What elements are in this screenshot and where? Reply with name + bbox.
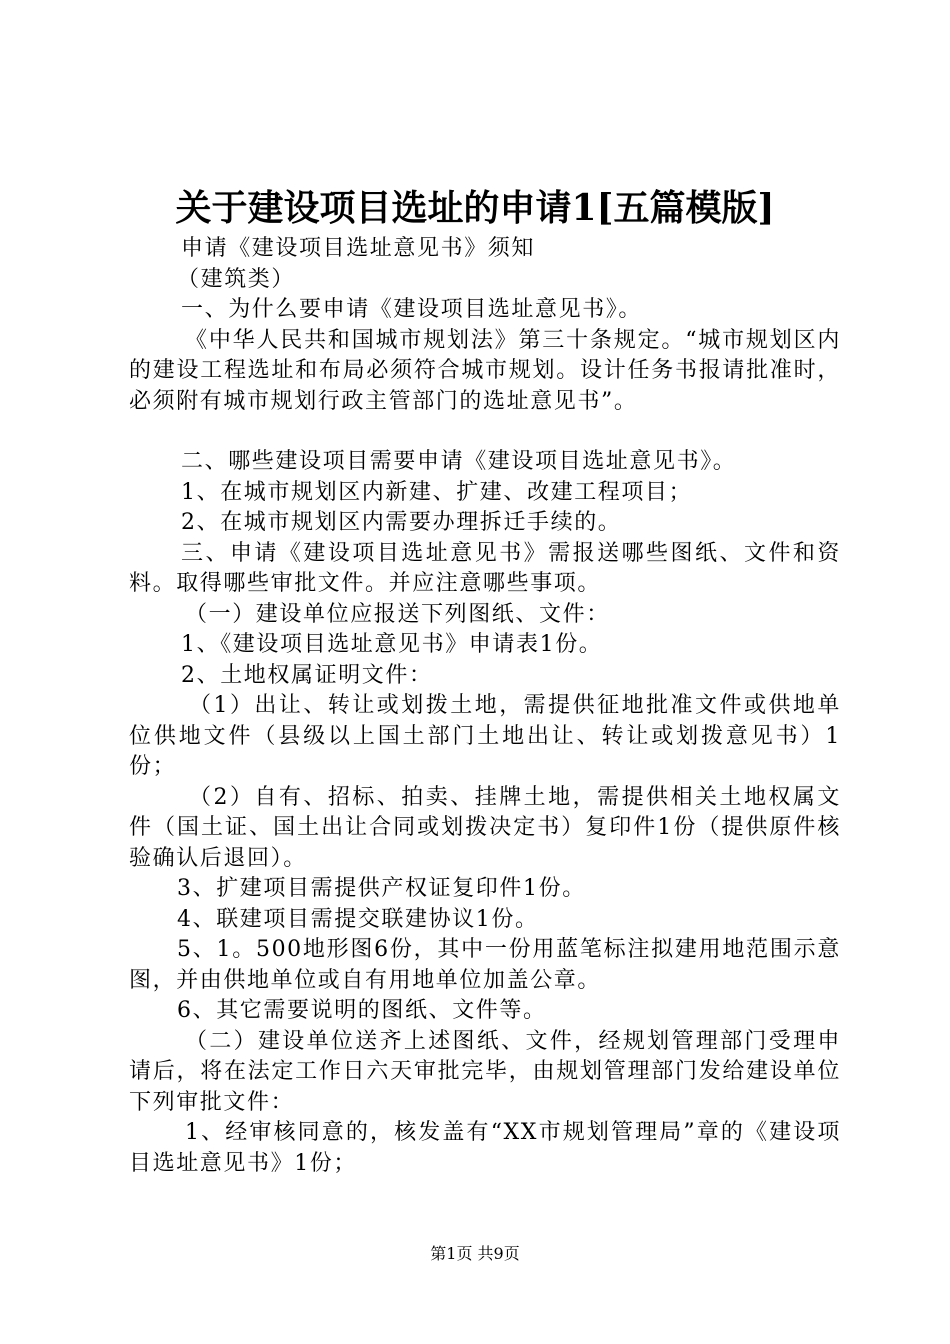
paragraph-item: 1、经审核同意的，核发盖有“XX市规划管理局”章的《建设项目选址意见书》1份； [129,1120,841,1176]
paragraph-section-2-heading: 二、哪些建设项目需要申请《建设项目选址意见书》。 [181,449,737,474]
page-footer: 第1页 共9页 [430,1244,520,1263]
paragraph-item: （1）出让、转让或划拨土地，需提供征地批准文件或供地单位供地文件（县级以上国土部门土地出让、转让或划拨意见书）1份； [129,693,841,779]
paragraph-item: 1、《建设项目选址意见书》申请表1份。 [181,632,603,657]
paragraph-subsection-1-heading: （一）建设单位应报送下列图纸、文件： [185,601,610,627]
paragraph-notice-heading: 申请《建设项目选址意见书》须知 [181,236,536,261]
paragraph-subsection-2: （二）建设单位送齐上述图纸、文件，经规划管理部门受理申请后，将在法定工作日六天审批完毕，由规划管理部门发给建设单位下列审批文件： [129,1028,841,1115]
paragraph-spacer [129,417,841,447]
paragraph-item: 6、其它需要说明的图纸、文件等。 [177,998,547,1023]
document-title: 关于建设项目选址的申请1[五篇模版] [175,187,775,229]
paragraph-item: 4、联建项目需提交联建协议1份。 [177,906,539,932]
paragraph-section-1-heading: 一、为什么要申请《建设项目选址意见书》。 [181,297,643,322]
paragraph-item: 2、在城市规划区内需要办理拆迁手续的。 [181,510,622,535]
document-body [129,234,841,1179]
paragraph-item: 5、1。500地形图6份，其中一份用蓝笔标注拟建用地范围示意图，并由供地单位或自有用地单位加盖公章。 [129,937,841,993]
paragraph-item: （2）自有、招标、拍卖、挂牌土地，需提供相关土地权属文件（国土证、国土出让合同或划拨决定书）复印件1份（提供原件核验确认后退回）。 [129,784,841,871]
paragraph-item: 2、土地权属证明文件： [181,662,433,688]
paragraph-item: 1、在城市规划区内新建、扩建、改建工程项目； [181,479,693,505]
paragraph-category: （建筑类） [177,266,296,292]
paragraph-item: 3、扩建项目需提供产权证复印件1份。 [177,876,586,901]
paragraph-law-quote: 《中华人民共和国城市规划法》第三十条规定。“城市规划区内的建设工程选址和布局必须符合城市规划。设计任务书报请批准时，必须附有城市规划行政主管部门的选址意见书”。 [129,327,841,414]
paragraph-section-3-heading: 三、申请《建设项目选址意见书》需报送哪些图纸、文件和资料。取得哪些审批文件。并应注意哪些事项。 [129,540,841,596]
